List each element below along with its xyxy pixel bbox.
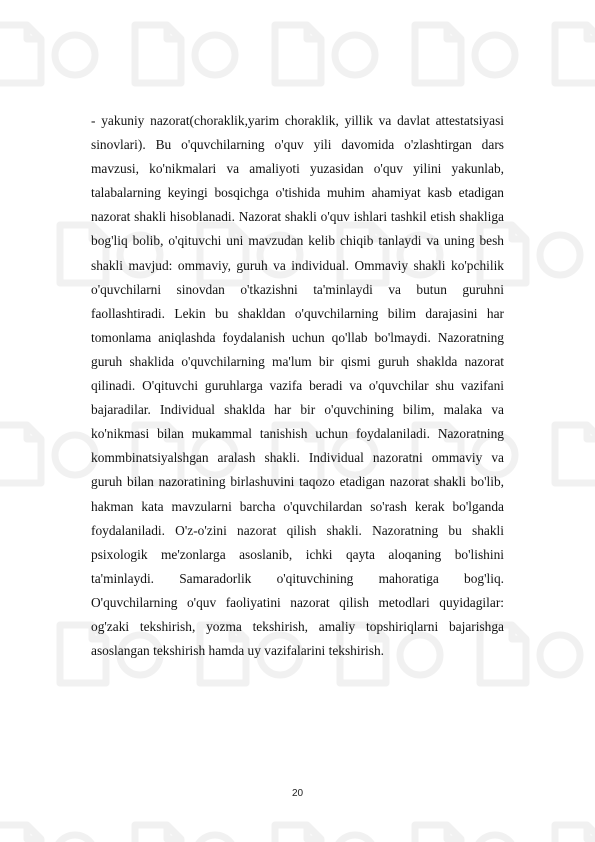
watermark-document-icon [0,425,41,483]
watermark-ring-icon [540,635,580,675]
watermark-document-icon [555,25,595,83]
watermark-ring-icon [55,835,95,842]
watermark-ring-icon [540,235,580,275]
watermark-document-icon [135,25,181,83]
watermark-ring-icon [55,35,95,75]
watermark-ring-icon [195,35,235,75]
watermark-document-icon [275,825,321,842]
watermark-document-icon [555,825,595,842]
watermark-document-icon [0,25,41,83]
watermark-document-icon [415,825,461,842]
watermark-document-icon [415,25,461,83]
body-paragraph: - yakuniy nazorat(choraklik,yarim choraklik, yillik va davlat attestatsiyasi sinovlari). Bu o'quvchilarning o'quv yili davomida o'zlashtirgan dars mavzusi, ko'nikmalari va amaliyoti yuzasidan o'quv yilini yakunlab, talabalarning keyingi bosqichga o'tishida muhim ahamiyat kasb etadigan nazorat shakli hisoblanadi. Nazorat shakli o'quv ishlari tashkil etish shakliga bog'liq bolib, o'qituvchi uni mavzudan kelib chiqib tanlaydi va uning besh shakli mavjud: ommaviy, guruh va individual. Ommaviy shakli ko'pchilik o'quvchilarni sinovdan o'tkazishni ta'minlaydi va butun guruhni faollashtiradi. Lekin bu shakldan o'quvchilarning bilim darajasini har tomonlama aniqlashda foydalanish uchun qo'llab bo'lmaydi. Nazoratning guruh shaklida o'quvchilarning ma'lum bir qismi guruh shaklda nazorat qilinadi. O'qituvchi guruhlarga vazifa beradi va o'quvchilar shu vazifani bajaradilar. Individual shaklda har bir o'quvchining bilim, malaka va ko'nikmasi bilan mukammal tanishish uchun foydalaniladi. Nazoratning kommbinatsiyalshgan aralash shakli. Individual nazoratni ommaviy va guruh bilan nazoratining birlashuvini taqozo etadigan nazorat shakli bo'lib, hakman kata mavzularni barcha o'quvchilardan so'rash kerak bo'lganda foydalaniladi. O'z-o'zini nazorat qilish shakli. Nazoratning bu shakli psixologik me'zonlarga asoslanib, ichki qayta aloqaning bo'lishini ta'minlaydi. Samaradorlik o'qituvchining mahoratiga bog'liq. O'quvchilarning o'quv faoliyatini nazorat qilish metodlari quyidagilar: og'zaki tekshirish, yozma tekshirish, amaliy topshiriqlarni bajarishga asoslangan tekshirish hamda uy vazifalarini tekshirish. [91,113,504,659]
watermark-ring-icon [195,835,235,842]
page-number: 20 [291,788,304,799]
watermark-ring-icon [335,835,375,842]
watermark-ring-icon [55,435,95,475]
watermark-document-icon [555,425,595,483]
watermark-ring-icon [335,35,375,75]
watermark-ring-icon [475,35,515,75]
watermark-document-icon [275,25,321,83]
watermark-document-icon [0,825,41,842]
watermark-ring-icon [475,835,515,842]
watermark-document-icon [135,825,181,842]
